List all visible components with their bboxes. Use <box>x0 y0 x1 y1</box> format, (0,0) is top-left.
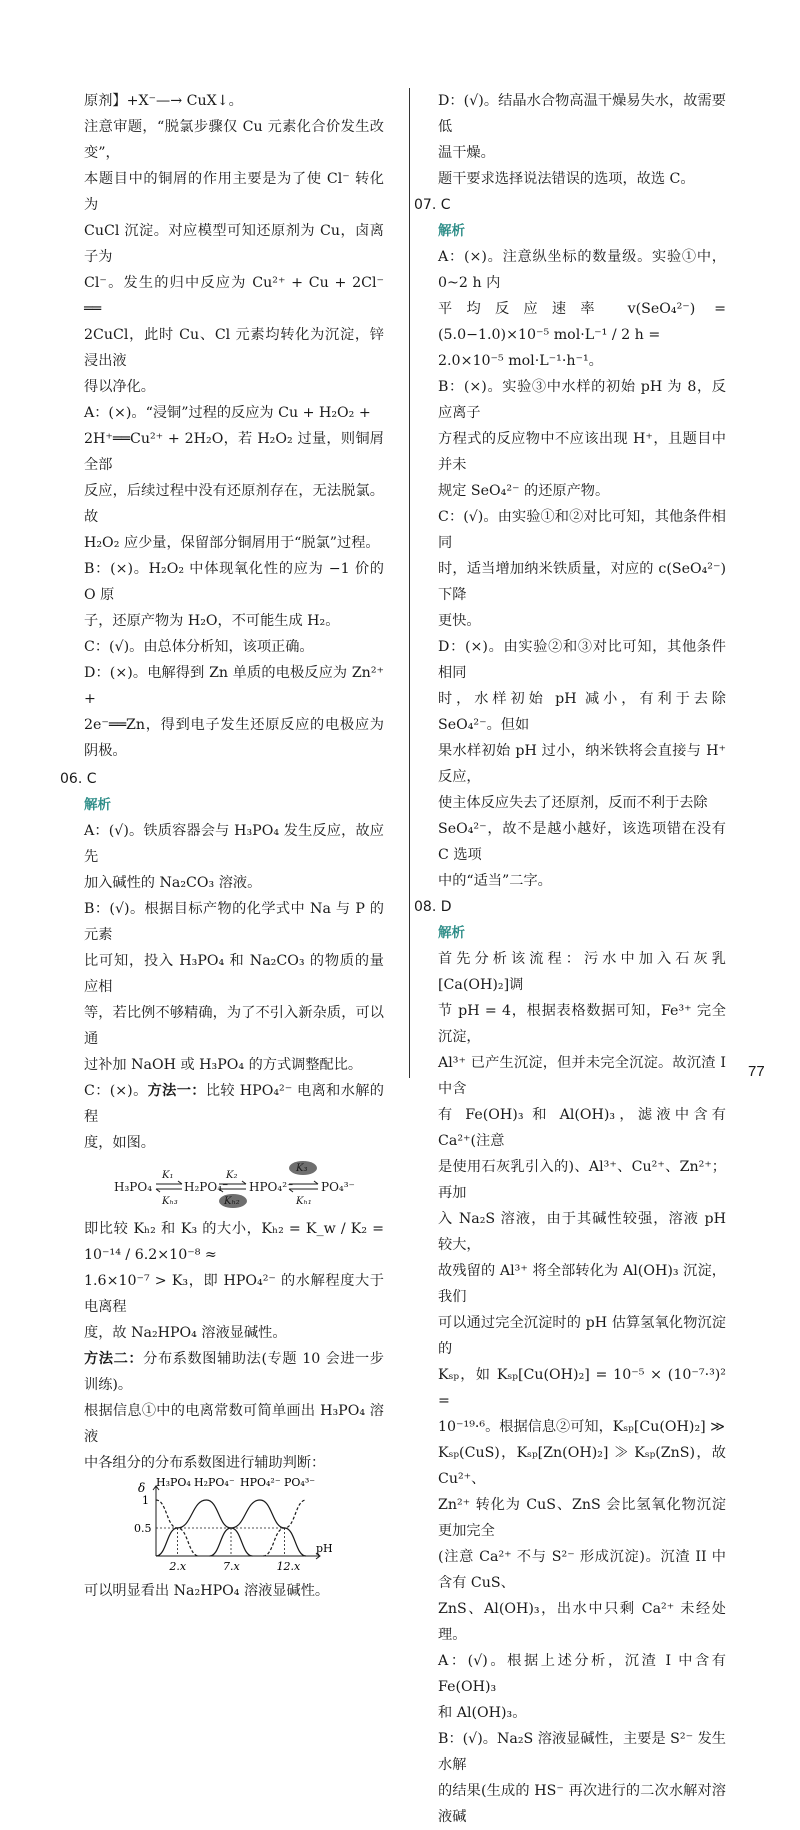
question-06-text <box>84 818 384 1078</box>
kh2-label: Kₕ₂ <box>224 1196 240 1207</box>
text-line: 即比较 Kₕ₂ 和 K₃ 的大小，Kₕ₂ = K_w / K₂ = 10⁻¹⁴ / 6.2×10⁻⁸ ≈ <box>84 1221 384 1263</box>
text-line: 2H⁺══Cu²⁺ + 2H₂O，若 H₂O₂ 过量，则铜屑全部 <box>84 431 384 473</box>
text-line: 加入碱性的 Na₂CO₃ 溶液。 <box>84 875 262 891</box>
text-line: C：(√)。由总体分析知，该项正确。 <box>84 639 314 655</box>
y-tick-1: 1 <box>142 1494 149 1507</box>
text-line: 时，适当增加纳米铁质量，对应的 c(SeO₄²⁻) 下降 <box>438 561 726 603</box>
text-line: 题干要求选择说法错误的选项，故选 C。 <box>438 171 695 187</box>
analysis-label-07: 解析 <box>438 223 465 239</box>
text-line: 规定 SeO₄²⁻ 的还原产物。 <box>438 483 610 499</box>
analysis-label-08: 解析 <box>438 925 465 941</box>
question-06-number: 06. C <box>60 771 97 787</box>
species-po4: PO₄³⁻ <box>321 1180 355 1194</box>
x-tick-label: 2.x <box>169 1560 187 1573</box>
text-line: 中的“适当”二字。 <box>438 873 552 889</box>
x-tick-label: 12.x <box>276 1560 301 1573</box>
x-tick-label: 7.x <box>223 1560 240 1573</box>
species-hpo4: HPO₄²⁻ <box>249 1180 294 1194</box>
text-line: 温干燥。 <box>438 145 495 161</box>
text-line: B：(×)。H₂O₂ 中体现氧化性的应为 −1 价的 O 原 <box>84 561 384 603</box>
text-line: CuCl 沉淀。对应模型可知还原剂为 Cu，卤离子为 <box>84 223 384 265</box>
question-07-number: 07. C <box>414 197 451 213</box>
column-divider <box>409 88 410 1078</box>
k2-label: K₂ <box>226 1170 238 1181</box>
text-line: Al³⁺ 已产生沉淀，但并未完全沉淀。故沉渣 I 中含 <box>438 1055 726 1097</box>
text-line: 更快。 <box>438 613 481 629</box>
text-line: 1.6×10⁻⁷ > K₃，即 HPO₄²⁻ 的水解程度大于电离程 <box>84 1273 384 1315</box>
final-line: 可以明显看出 Na₂HPO₄ 溶液显碱性。 <box>84 1583 330 1599</box>
text-line: Kₛₚ，如 Kₛₚ[Cu(OH)₂] = 10⁻⁵ × (10⁻⁷·³)² = <box>438 1367 726 1409</box>
text-line: 10⁻¹⁹·⁶。根据信息②可知，Kₛₚ[Cu(OH)₂] ≫ <box>438 1419 726 1435</box>
legend-label: HPO₄²⁻ <box>240 1478 281 1489</box>
question-08-text <box>438 946 726 1830</box>
text-line: B：(×)。实验③中水样的初始 pH 为 8，反应离子 <box>438 379 726 421</box>
text-line: 时，水样初始 pH 减小，有利于去除 SeO₄²⁻。但如 <box>438 691 726 733</box>
text-line: 得以净化。 <box>84 379 155 395</box>
text-line: 故残留的 Al³⁺ 将全部转化为 Al(OH)₃ 沉淀，我们 <box>438 1263 726 1305</box>
k1-label: K₁ <box>162 1170 174 1181</box>
question-08-number: 08. D <box>414 899 452 915</box>
text-line: A：(√)。铁质容器会与 H₃PO₄ 发生反应，故应先 <box>84 823 384 865</box>
text-line: 2.0×10⁻⁵ mol·L⁻¹·h⁻¹。 <box>438 353 603 369</box>
method-2-label: 方法二： <box>84 1351 144 1367</box>
method-2-line <box>84 1346 384 1398</box>
text-line: H₂O₂ 应少量，保留部分铜屑用于“脱氯”过程。 <box>84 535 380 551</box>
text-line: 本题目中的铜屑的作用主要是为了使 Cl⁻ 转化为 <box>84 171 384 213</box>
text-line: 2e⁻══Zn，得到电子发生还原反应的电极应为阴极。 <box>84 717 384 759</box>
y-tick-0-5: 0.5 <box>134 1522 152 1535</box>
text-line: A：(√)。根据上述分析，沉渣 I 中含有 Fe(OH)₃ <box>438 1653 726 1695</box>
text-line: D：(×)。由实验②和③对比可知，其他条件相同 <box>438 639 726 681</box>
option-c-text: 比较 HPO₄²⁻ 电离和水解的程 <box>84 1083 384 1125</box>
text-line: B：(√)。根据目标产物的化学式中 Na 与 P 的元素 <box>84 901 384 943</box>
method-1-label: 方法一： <box>147 1083 206 1099</box>
text-line: 使主体反应失去了还原剂，反而不利于去除 <box>438 795 708 811</box>
text-line: SeO₄²⁻，故不是越小越好，该选项错在没有 C 选项 <box>438 821 726 863</box>
left-intro-text <box>84 88 384 764</box>
page-number: 77 <box>748 1063 765 1080</box>
method-2-body <box>84 1398 384 1476</box>
text-line: 原剂】+X⁻—→ CuX↓。 <box>84 93 243 109</box>
text-line: 可以通过完全沉淀时的 pH 估算氢氧化物沉淀的 <box>438 1315 726 1357</box>
comparison-text <box>84 1216 384 1346</box>
text-line: Kₛₚ(CuS)，Kₛₚ[Zn(OH)₂] ≫ Kₛₚ(ZnS)，故 Cu²⁺、 <box>438 1445 726 1487</box>
text-line: B：(√)。Na₂S 溶液显碱性，主要是 S²⁻ 发生水解 <box>438 1731 726 1773</box>
x-axis-label: pH <box>316 1542 333 1555</box>
legend-label: H₃PO₄ <box>156 1478 191 1489</box>
text-line: C：(√)。由实验①和②对比可知，其他条件相同 <box>438 509 726 551</box>
right-intro-text <box>438 88 726 192</box>
text-line: 度，故 Na₂HPO₄ 溶液显碱性。 <box>84 1325 287 1341</box>
species-h3po4: H₃PO₄ <box>114 1180 152 1194</box>
text-line: 子，还原产物为 H₂O，不可能生成 H₂。 <box>84 613 340 629</box>
text-line: 反应，后续过程中没有还原剂存在，无法脱氯。故 <box>84 483 384 525</box>
text-line: 中各组分的分布系数图进行辅助判断： <box>84 1455 326 1471</box>
k3-label: K₃ <box>296 1163 308 1174</box>
text-line: 的结果(生成的 HS⁻ 再次进行的二次水解对溶液碱 <box>438 1783 726 1825</box>
option-c-line-2: 度，如图。 <box>84 1135 155 1151</box>
y-axis-label: δ <box>138 1481 146 1495</box>
text-line: 等，若比例不够精确，为了不引入新杂质，可以通 <box>84 1005 384 1047</box>
species-h2po4: H₂PO₄⁻ <box>184 1180 229 1194</box>
text-line: A：(×)。注意纵坐标的数量级。实验①中，0~2 h 内 <box>438 249 726 291</box>
text-line: 根据信息①中的电离常数可简单画出 H₃PO₄ 溶液 <box>84 1403 384 1445</box>
analysis-label: 解析 <box>84 797 111 813</box>
kh3-label: Kₕ₃ <box>162 1196 178 1207</box>
option-c-line <box>84 1078 384 1130</box>
method-2-text: 分布系数图辅助法(专题 10 会进一步训练)。 <box>84 1351 384 1393</box>
text-line: 过补加 NaOH 或 H₃PO₄ 的方式调整配比。 <box>84 1057 363 1073</box>
text-line: Cl⁻。发生的归中反应为 Cu²⁺ + Cu + 2Cl⁻ ══ <box>84 275 384 317</box>
legend-label: PO₄³⁻ <box>284 1478 316 1489</box>
text-line: ZnS、Al(OH)₃，出水中只剩 Ca²⁺ 未经处理。 <box>438 1601 726 1643</box>
text-line: Zn²⁺ 转化为 CuS、ZnS 会比氢氧化物沉淀更加完全 <box>438 1497 726 1539</box>
text-line: 节 pH = 4，根据表格数据可知，Fe³⁺ 完全沉淀， <box>438 1003 726 1045</box>
distribution-chart <box>134 1478 334 1576</box>
text-line: 是使用石灰乳引入的)、Al³⁺、Cu²⁺、Zn²⁺；再加 <box>438 1159 726 1201</box>
text-line: (注意 Ca²⁺ 不与 S²⁻ 形成沉淀)。沉渣 II 中含有 CuS、 <box>438 1549 726 1591</box>
kh1-label: Kₕ₁ <box>296 1196 312 1207</box>
text-line: 和 Al(OH)₃。 <box>438 1705 527 1721</box>
text-line: 比可知，投入 H₃PO₄ 和 Na₂CO₃ 的物质的量应相 <box>84 953 384 995</box>
text-line: 有 Fe(OH)₃ 和 Al(OH)₃，滤液中含有 Ca²⁺(注意 <box>438 1107 726 1149</box>
text-line: 果水样初始 pH 过小，纳米铁将会直接与 H⁺ 反应， <box>438 743 726 785</box>
left-column <box>60 88 384 1604</box>
text-line: 2CuCl，此时 Cu、Cl 元素均转化为沉淀，锌浸出液 <box>84 327 384 369</box>
text-line: 入 Na₂S 溶液，由于其碱性较强，溶液 pH 较大， <box>438 1211 726 1253</box>
text-line: 方程式的反应物中不应该出现 H⁺，且题目中并未 <box>438 431 726 473</box>
question-07-text <box>438 244 726 894</box>
text-line: 平均反应速率 v(SeO₄²⁻) = (5.0−1.0)×10⁻⁵ mol·L⁻¹ / 2 h = <box>438 301 726 343</box>
phosphate-equilibrium-diagram <box>84 1156 384 1216</box>
text-line: 首先分析该流程：污水中加入石灰乳[Ca(OH)₂]调 <box>438 951 726 993</box>
legend-label: H₂PO₄⁻ <box>194 1478 235 1489</box>
text-line: 注意审题，“脱氯步骤仅 Cu 元素化合价发生改变”， <box>84 119 384 161</box>
text-line: A：(×)。“浸铜”过程的反应为 Cu + H₂O₂ + <box>84 405 371 421</box>
option-c-prefix: C：(×)。 <box>84 1083 148 1099</box>
text-line: D：(√)。结晶水合物高温干燥易失水，故需要低 <box>438 93 726 135</box>
text-line: D：(×)。电解得到 Zn 单质的电极反应为 Zn²⁺ + <box>84 665 384 707</box>
right-column <box>414 88 726 1830</box>
